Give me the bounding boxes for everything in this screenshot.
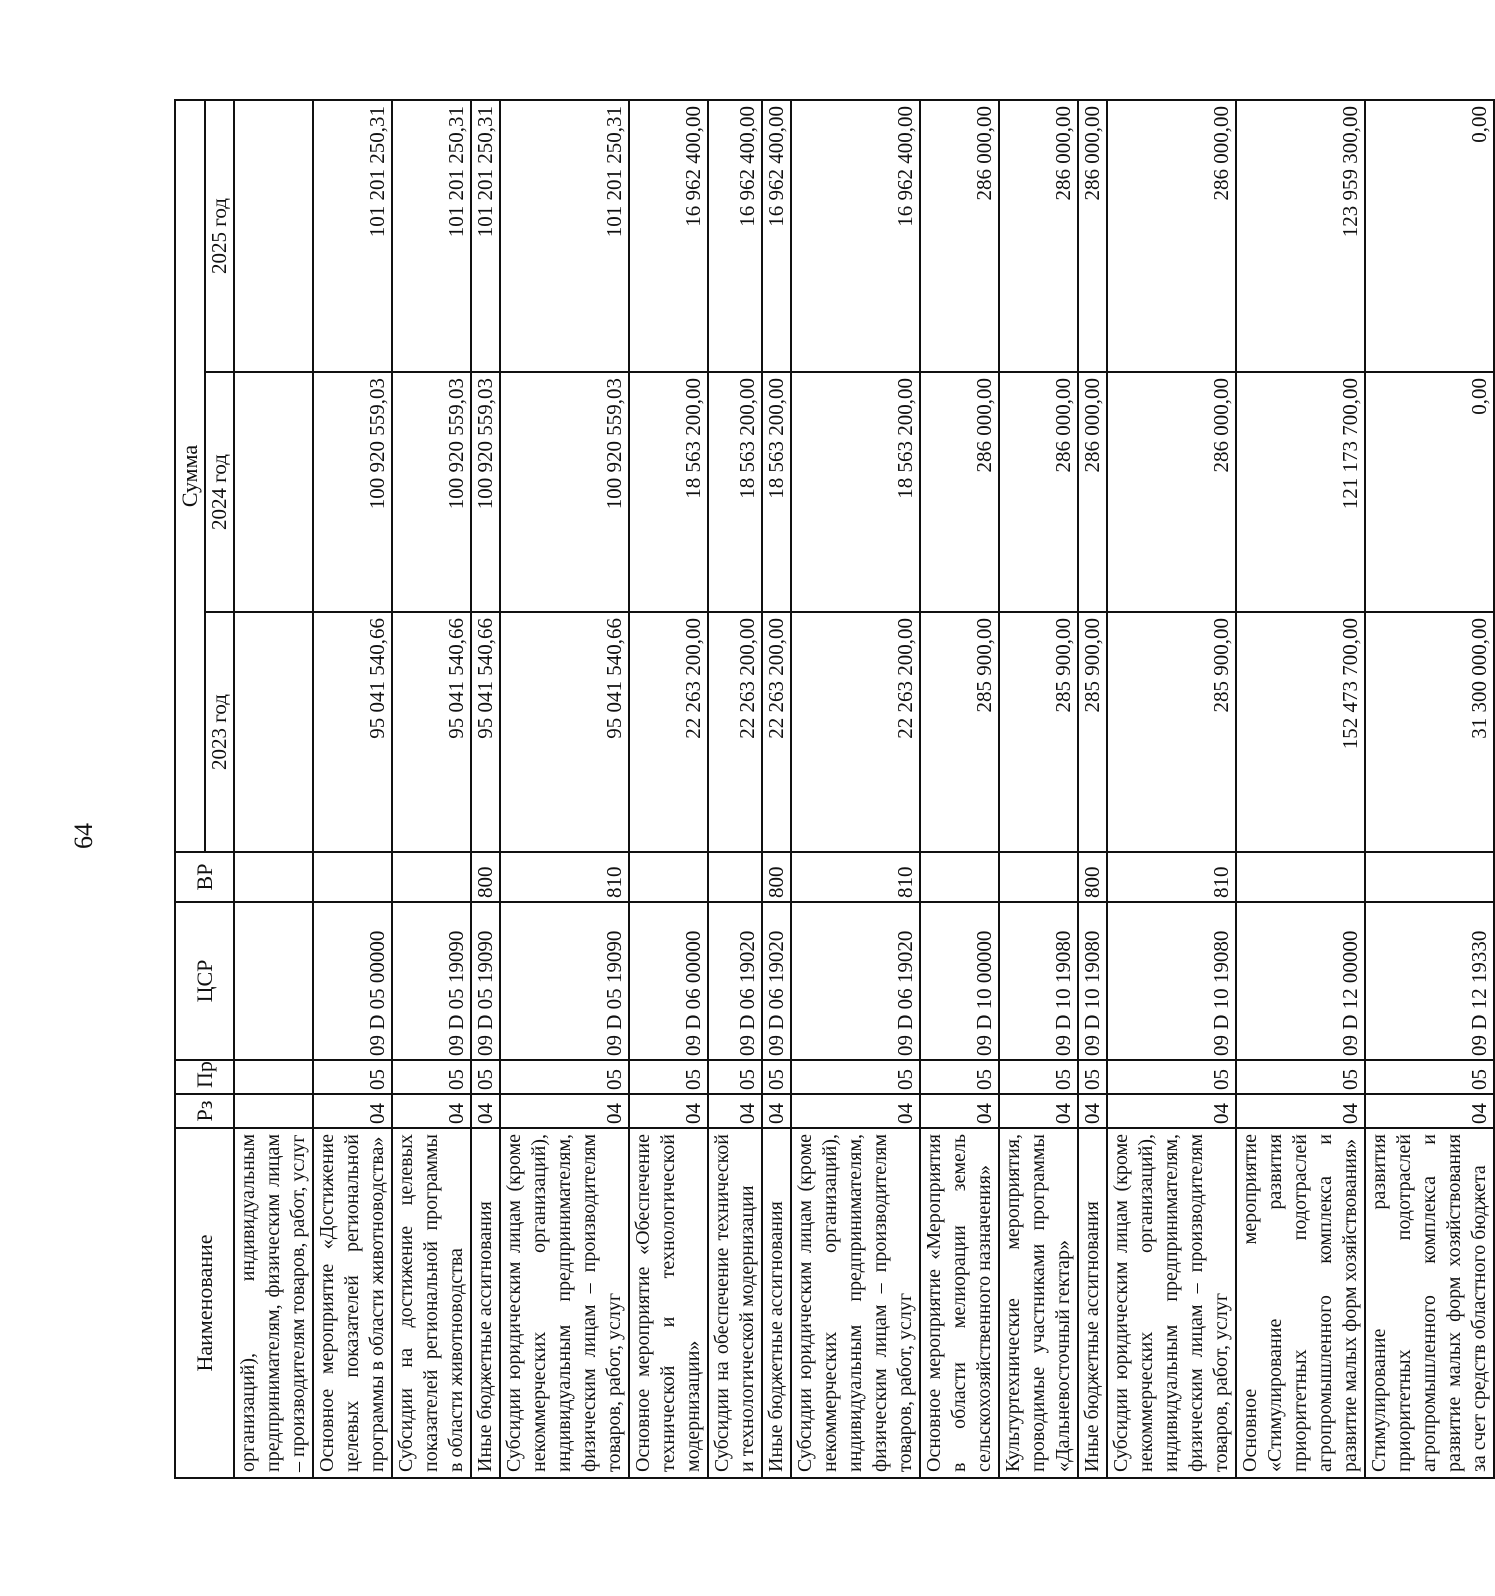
row-pr: 05 [920, 1060, 999, 1094]
row-amount-2024: 100 920 559,03 [313, 372, 392, 612]
header-row [175, 100, 205, 1478]
row-amount-2023: 152 473 700,00 [1236, 612, 1365, 852]
row-vr: 800 [1078, 852, 1107, 902]
row-amount-2023: 285 900,00 [999, 612, 1078, 852]
row-amount-2025: 16 962 400,00 [762, 100, 791, 372]
row-pr: 05 [500, 1060, 629, 1094]
row-vr [999, 852, 1078, 902]
row-amount-2023: 285 900,00 [1107, 612, 1236, 852]
budget-table [174, 99, 1495, 1479]
row-csr: 09 D 12 19330 [1365, 902, 1494, 1060]
header-sum: Сумма [175, 100, 205, 852]
row-amount-2024: 286 000,00 [1078, 372, 1107, 612]
row-csr: 09 D 05 19090 [500, 902, 629, 1060]
row-vr [1365, 852, 1494, 902]
row-amount-2024 [234, 372, 313, 612]
row-rz: 04 [629, 1094, 708, 1128]
row-vr [708, 852, 762, 902]
row-rz: 04 [1107, 1094, 1236, 1128]
row-vr [234, 852, 313, 902]
row-amount-2025: 101 201 250,31 [500, 100, 629, 372]
row-amount-2023: 22 263 200,00 [708, 612, 762, 852]
table-row [234, 100, 313, 1478]
row-name: Основное мероприятие «Обеспечение технической и технологической модернизации» [629, 1128, 708, 1478]
row-amount-2025: 286 000,00 [1078, 100, 1107, 372]
row-amount-2024: 121 173 700,00 [1236, 372, 1365, 612]
row-rz: 04 [1078, 1094, 1107, 1128]
row-name: Субсидии юридическим лицам (кроме некоммерческих организаций), индивидуальным предпринимателям, физическим лицам – производителям товаров, работ, услуг [500, 1128, 629, 1478]
row-pr: 05 [708, 1060, 762, 1094]
row-rz: 04 [1236, 1094, 1365, 1128]
header-2025: 2025 год [205, 100, 234, 372]
row-pr: 05 [313, 1060, 392, 1094]
row-amount-2024: 0,00 [1365, 372, 1494, 612]
row-rz: 04 [1365, 1094, 1494, 1128]
row-amount-2023: 31 300 000,00 [1365, 612, 1494, 852]
row-csr: 09 D 10 19080 [1107, 902, 1236, 1060]
row-pr: 05 [1236, 1060, 1365, 1094]
row-amount-2023: 22 263 200,00 [629, 612, 708, 852]
row-amount-2023: 285 900,00 [920, 612, 999, 852]
row-csr: 09 D 10 00000 [920, 902, 999, 1060]
row-amount-2024: 100 920 559,03 [500, 372, 629, 612]
row-name: организаций), индивидуальным предпринимателям, физическим лицам – производителям товаров, работ, услуг [234, 1128, 313, 1478]
row-rz [234, 1094, 313, 1128]
row-pr: 05 [1365, 1060, 1494, 1094]
row-vr: 800 [471, 852, 500, 902]
row-amount-2025: 123 959 300,00 [1236, 100, 1365, 372]
row-pr: 05 [1107, 1060, 1236, 1094]
table-row [500, 100, 629, 1478]
row-name: Иные бюджетные ассигнования [1078, 1128, 1107, 1478]
row-amount-2025: 16 962 400,00 [791, 100, 920, 372]
row-csr: 09 D 10 19080 [999, 902, 1078, 1060]
row-name: Стимулирование развития приоритетных подотраслей агропромышленного комплекса и развитие малых форм хозяйствования за счет средств областного бюджета [1365, 1128, 1494, 1478]
row-amount-2025: 286 000,00 [999, 100, 1078, 372]
row-pr: 05 [1078, 1060, 1107, 1094]
row-amount-2025: 286 000,00 [1107, 100, 1236, 372]
row-vr [920, 852, 999, 902]
row-amount-2024: 18 563 200,00 [762, 372, 791, 612]
header-name: Наименование [175, 1128, 234, 1478]
row-name: Субсидии юридическим лицам (кроме некоммерческих организаций), индивидуальным предпринимателям, физическим лицам – производителям товаров, работ, услуг [791, 1128, 920, 1478]
row-amount-2023: 95 041 540,66 [392, 612, 471, 852]
table-row [1236, 100, 1365, 1478]
row-amount-2024: 18 563 200,00 [629, 372, 708, 612]
page-number: 64 [69, 823, 98, 849]
header-pr: Пр [175, 1060, 234, 1094]
row-csr: 09 D 05 19090 [392, 902, 471, 1060]
table-row [471, 100, 500, 1478]
row-pr: 05 [762, 1060, 791, 1094]
row-csr: 09 D 10 19080 [1078, 902, 1107, 1060]
row-csr: 09 D 12 00000 [1236, 902, 1365, 1060]
row-vr: 810 [1107, 852, 1236, 902]
row-amount-2024: 18 563 200,00 [708, 372, 762, 612]
table-row [999, 100, 1078, 1478]
table-row [920, 100, 999, 1478]
row-vr [629, 852, 708, 902]
rotated-table-wrapper [174, 101, 1491, 1479]
row-amount-2025 [234, 100, 313, 372]
row-amount-2024: 18 563 200,00 [791, 372, 920, 612]
row-name: Субсидии на достижение целевых показателей региональной программы в области животноводства [392, 1128, 471, 1478]
table-body [234, 100, 1494, 1478]
row-vr: 810 [500, 852, 629, 902]
table-row [1078, 100, 1107, 1478]
row-rz: 04 [313, 1094, 392, 1128]
row-name: Иные бюджетные ассигнования [471, 1128, 500, 1478]
row-csr: 09 D 06 19020 [762, 902, 791, 1060]
row-csr [234, 902, 313, 1060]
row-rz: 04 [392, 1094, 471, 1128]
row-amount-2024: 286 000,00 [999, 372, 1078, 612]
row-rz: 04 [500, 1094, 629, 1128]
row-amount-2023: 22 263 200,00 [762, 612, 791, 852]
row-amount-2025: 101 201 250,31 [392, 100, 471, 372]
row-pr: 05 [629, 1060, 708, 1094]
row-name: Субсидии на обеспечение технической и технологической модернизации [708, 1128, 762, 1478]
row-csr: 09 D 05 19090 [471, 902, 500, 1060]
row-csr: 09 D 06 00000 [629, 902, 708, 1060]
row-name: Основное мероприятие «Мероприятия в области мелиорации земель сельскохозяйственного назначения» [920, 1128, 999, 1478]
row-vr [313, 852, 392, 902]
header-rz: Рз [175, 1094, 234, 1128]
row-pr: 05 [791, 1060, 920, 1094]
row-amount-2025: 101 201 250,31 [313, 100, 392, 372]
row-amount-2025: 0,00 [1365, 100, 1494, 372]
row-pr: 05 [392, 1060, 471, 1094]
table-row [1107, 100, 1236, 1478]
row-pr: 05 [471, 1060, 500, 1094]
row-vr: 810 [791, 852, 920, 902]
row-rz: 04 [708, 1094, 762, 1128]
row-amount-2025: 16 962 400,00 [629, 100, 708, 372]
table-row [392, 100, 471, 1478]
row-pr: 05 [999, 1060, 1078, 1094]
row-csr: 09 D 06 19020 [708, 902, 762, 1060]
row-vr: 800 [762, 852, 791, 902]
row-amount-2023: 95 041 540,66 [471, 612, 500, 852]
row-rz: 04 [999, 1094, 1078, 1128]
table-row [762, 100, 791, 1478]
row-amount-2024: 286 000,00 [920, 372, 999, 612]
row-name: Иные бюджетные ассигнования [762, 1128, 791, 1478]
row-name: Культуртехнические мероприятия, проводимые участниками программы «Дальневосточный гектар» [999, 1128, 1078, 1478]
row-csr: 09 D 05 00000 [313, 902, 392, 1060]
row-name: Основное мероприятие «Стимулирование развития приоритетных подотраслей агропромышленного комплекса и развитие малых форм хозяйствования» [1236, 1128, 1365, 1478]
row-name: Субсидии юридическим лицам (кроме некоммерческих организаций), индивидуальным предпринимателям, физическим лицам – производителям товаров, работ, услуг [1107, 1128, 1236, 1478]
row-rz: 04 [762, 1094, 791, 1128]
header-2023: 2023 год [205, 612, 234, 852]
row-amount-2023: 95 041 540,66 [313, 612, 392, 852]
table-row [791, 100, 920, 1478]
row-name: Основное мероприятие «Достижение целевых показателей региональной программы в области животноводства» [313, 1128, 392, 1478]
row-rz: 04 [791, 1094, 920, 1128]
table-row [313, 100, 392, 1478]
row-vr [392, 852, 471, 902]
row-csr: 09 D 06 19020 [791, 902, 920, 1060]
header-csr: ЦСР [175, 902, 234, 1060]
table-row [629, 100, 708, 1478]
row-amount-2023: 285 900,00 [1078, 612, 1107, 852]
row-amount-2024: 286 000,00 [1107, 372, 1236, 612]
row-amount-2024: 100 920 559,03 [471, 372, 500, 612]
row-amount-2025: 101 201 250,31 [471, 100, 500, 372]
table-row [708, 100, 762, 1478]
row-vr [1236, 852, 1365, 902]
row-amount-2025: 286 000,00 [920, 100, 999, 372]
row-rz: 04 [471, 1094, 500, 1128]
row-rz: 04 [920, 1094, 999, 1128]
row-amount-2024: 100 920 559,03 [392, 372, 471, 612]
header-vr: ВР [175, 852, 234, 902]
header-2024: 2024 год [205, 372, 234, 612]
table-row [1365, 100, 1494, 1478]
row-amount-2025: 16 962 400,00 [708, 100, 762, 372]
row-amount-2023: 22 263 200,00 [791, 612, 920, 852]
row-amount-2023: 95 041 540,66 [500, 612, 629, 852]
row-pr [234, 1060, 313, 1094]
row-amount-2023 [234, 612, 313, 852]
